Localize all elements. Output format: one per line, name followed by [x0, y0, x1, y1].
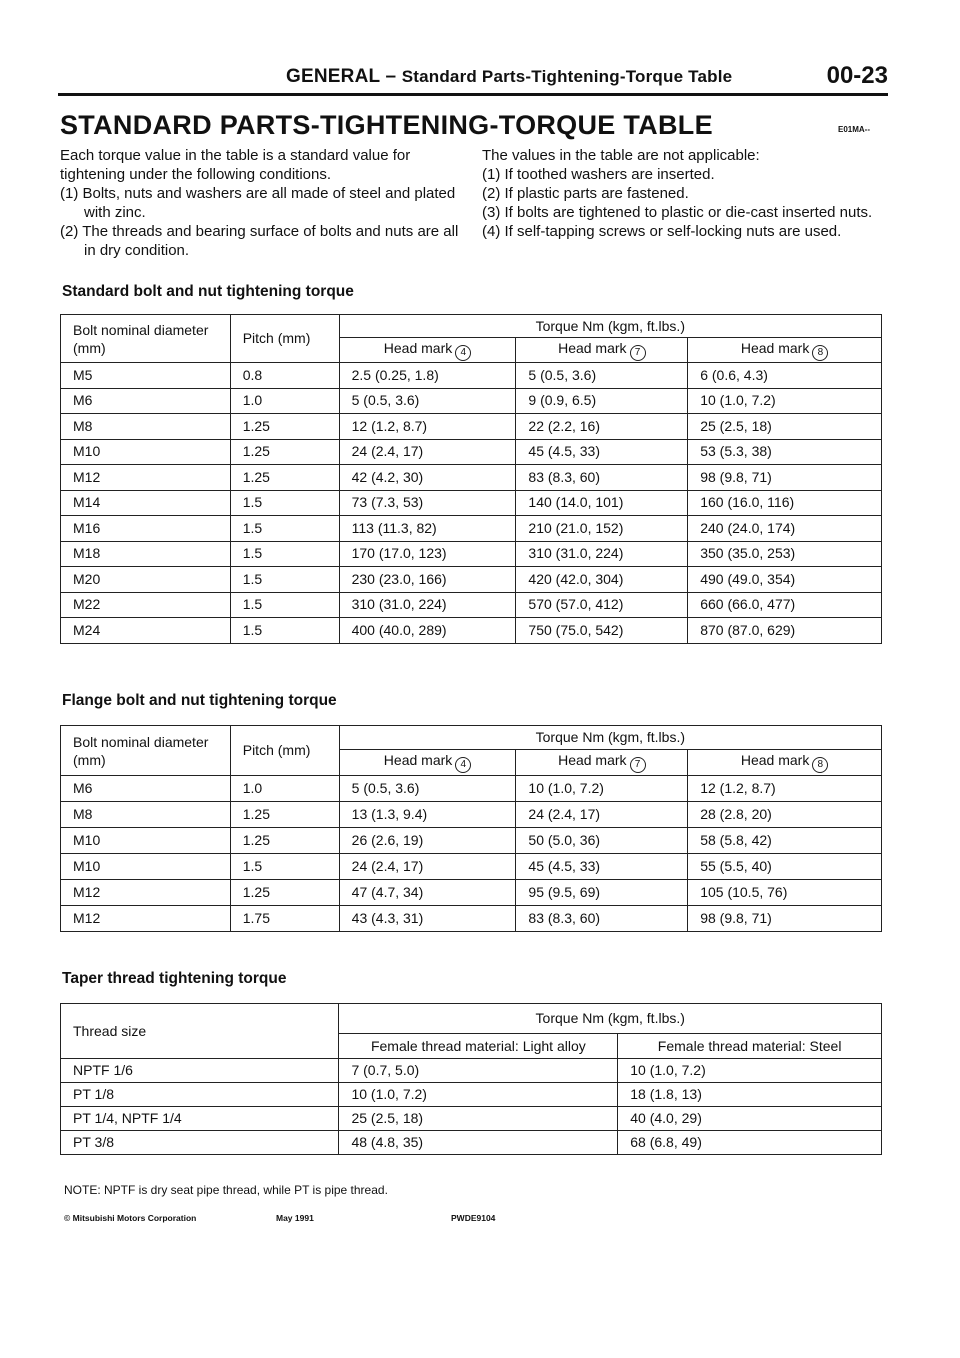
table-cell: 1.75	[230, 906, 339, 932]
table-cell: 5 (0.5, 3.6)	[339, 776, 516, 802]
table-cell: 1.25	[230, 828, 339, 854]
col-torque-header: Torque Nm (kgm, ft.lbs.)	[339, 315, 881, 338]
table-row	[61, 1059, 882, 1083]
table-cell: 240 (24.0, 174)	[688, 516, 882, 542]
table-cell: 48 (4.8, 35)	[339, 1131, 618, 1155]
table-cell: 113 (11.3, 82)	[339, 516, 516, 542]
header-title	[286, 66, 732, 88]
table-cell: 83 (8.3, 60)	[516, 465, 688, 491]
head-mark-8-header	[688, 750, 882, 776]
table-cell: 18 (1.8, 13)	[618, 1083, 882, 1107]
table-cell: M12	[61, 880, 231, 906]
condition-item: (1) Bolts, nuts and washers are all made of steel and plated with zinc.	[60, 185, 456, 221]
table-cell: 50 (5.0, 36)	[516, 828, 688, 854]
flange-table-body	[61, 776, 882, 932]
thread-note: NOTE: NPTF is dry seat pipe thread, while PT is pipe thread.	[64, 1183, 388, 1197]
table-cell: 310 (31.0, 224)	[516, 541, 688, 567]
table-row	[61, 516, 882, 542]
head-mark-8-icon: 8	[812, 345, 828, 361]
table-cell: 660 (66.0, 477)	[688, 592, 882, 618]
table-cell: M20	[61, 567, 231, 593]
table-cell: 98 (9.8, 71)	[688, 906, 882, 932]
table-cell: 350 (35.0, 253)	[688, 541, 882, 567]
table-cell: 98 (9.8, 71)	[688, 465, 882, 491]
table-cell: 140 (14.0, 101)	[516, 490, 688, 516]
table-cell: M10	[61, 828, 231, 854]
table-cell: 5 (0.5, 3.6)	[339, 388, 516, 414]
col-pitch-header: Pitch (mm)	[230, 315, 339, 363]
table-row	[61, 541, 882, 567]
table-cell: 1.0	[230, 776, 339, 802]
exception-item: (4) If self-tapping screws or self-locking nuts are used.	[482, 223, 842, 240]
table-row	[61, 465, 882, 491]
table-cell: 28 (2.8, 20)	[688, 802, 882, 828]
table-cell: 12 (1.2, 8.7)	[688, 776, 882, 802]
table-cell: 1.5	[230, 854, 339, 880]
table-cell: 45 (4.5, 33)	[516, 439, 688, 465]
table-cell: 310 (31.0, 224)	[339, 592, 516, 618]
taper-table-subtitle: Taper thread tightening torque	[62, 970, 287, 987]
head-mark-label: Head mark	[740, 339, 810, 356]
table-cell: M14	[61, 490, 231, 516]
head-mark-7-icon: 7	[630, 345, 646, 361]
table-cell: PT 1/4, NPTF 1/4	[61, 1107, 339, 1131]
table-header-row	[61, 315, 882, 338]
header-rule	[58, 93, 888, 96]
table-cell: 160 (16.0, 116)	[688, 490, 882, 516]
table-cell: M8	[61, 802, 231, 828]
table-cell: 55 (5.5, 40)	[688, 854, 882, 880]
table-cell: 13 (1.3, 9.4)	[339, 802, 516, 828]
table-row	[61, 854, 882, 880]
table-row	[61, 880, 882, 906]
table-cell: 26 (2.6, 19)	[339, 828, 516, 854]
table-cell: 0.8	[230, 363, 339, 389]
table-cell: PT 3/8	[61, 1131, 339, 1155]
footer-date: May 1991	[276, 1213, 314, 1223]
table-cell: 10 (1.0, 7.2)	[516, 776, 688, 802]
head-mark-label: Head mark	[383, 752, 453, 768]
table-row	[61, 388, 882, 414]
head-mark-4-header	[339, 338, 516, 363]
table-cell: 570 (57.0, 412)	[516, 592, 688, 618]
table-row	[61, 567, 882, 593]
section-code: E01MA--	[838, 125, 871, 134]
table-cell: 5 (0.5, 3.6)	[516, 363, 688, 389]
table-cell: 210 (21.0, 152)	[516, 516, 688, 542]
table-cell: 2.5 (0.25, 1.8)	[339, 363, 516, 389]
table-cell: 750 (75.0, 542)	[516, 618, 688, 644]
table-cell: 43 (4.3, 31)	[339, 906, 516, 932]
table-header-row	[61, 726, 882, 750]
table-cell: 24 (2.4, 17)	[339, 439, 516, 465]
table-cell: 40 (4.0, 29)	[618, 1107, 882, 1131]
table-cell: 1.5	[230, 592, 339, 618]
table-cell: M18	[61, 541, 231, 567]
table-cell: 10 (1.0, 7.2)	[618, 1059, 882, 1083]
table-cell: 870 (87.0, 629)	[688, 618, 882, 644]
table-cell: NPTF 1/6	[61, 1059, 339, 1083]
header-subsection: Standard Parts-Tightening-Torque Table	[401, 67, 733, 86]
table-cell: 7 (0.7, 5.0)	[339, 1059, 618, 1083]
table-cell: 47 (4.7, 34)	[339, 880, 516, 906]
footer-code: PWDE9104	[451, 1213, 496, 1223]
table-cell: M8	[61, 414, 231, 440]
table-header-row	[61, 1004, 882, 1034]
head-mark-label: Head mark	[383, 339, 453, 356]
standard-table-body	[61, 363, 882, 644]
table-cell: 22 (2.2, 16)	[516, 414, 688, 440]
table-cell: 1.25	[230, 802, 339, 828]
table-row	[61, 1107, 882, 1131]
head-mark-4-icon: 4	[455, 345, 471, 361]
head-mark-8-icon: 8	[812, 757, 828, 773]
table-row	[61, 776, 882, 802]
table-cell: 12 (1.2, 8.7)	[339, 414, 516, 440]
flange-table-subtitle: Flange bolt and nut tightening torque	[62, 692, 337, 709]
table-cell: M6	[61, 776, 231, 802]
table-cell: 95 (9.5, 69)	[516, 880, 688, 906]
col-diameter-header: Bolt nominal diameter (mm)	[61, 726, 231, 776]
table-cell: 53 (5.3, 38)	[688, 439, 882, 465]
table-cell: 73 (7.3, 53)	[339, 490, 516, 516]
col-diameter-header: Bolt nominal diameter (mm)	[61, 315, 231, 363]
table-row	[61, 414, 882, 440]
table-cell: M12	[61, 465, 231, 491]
table-cell: 6 (0.6, 4.3)	[688, 363, 882, 389]
standard-table-subtitle: Standard bolt and nut tightening torque	[62, 283, 354, 300]
table-cell: M24	[61, 618, 231, 644]
table-cell: 58 (5.8, 42)	[688, 828, 882, 854]
table-row	[61, 439, 882, 465]
table-cell: M22	[61, 592, 231, 618]
table-row	[61, 1083, 882, 1107]
col-torque-header: Torque Nm (kgm, ft.lbs.)	[339, 726, 881, 750]
table-row	[61, 828, 882, 854]
table-cell: 1.25	[230, 880, 339, 906]
table-cell: 1.5	[230, 516, 339, 542]
head-mark-7-icon: 7	[630, 757, 646, 773]
table-cell: 42 (4.2, 30)	[339, 465, 516, 491]
table-cell: 9 (0.9, 6.5)	[516, 388, 688, 414]
exception-item: (3) If bolts are tightened to plastic or die-cast inserted nuts.	[482, 204, 873, 221]
head-mark-8-header	[688, 338, 882, 363]
table-cell: 105 (10.5, 76)	[688, 880, 882, 906]
table-cell: 420 (42.0, 304)	[516, 567, 688, 593]
table-row	[61, 802, 882, 828]
table-cell: 45 (4.5, 33)	[516, 854, 688, 880]
table-cell: 230 (23.0, 166)	[339, 567, 516, 593]
exception-item: (1) If toothed washers are inserted.	[482, 166, 715, 183]
head-mark-4-icon: 4	[455, 757, 471, 773]
table-cell: 68 (6.8, 49)	[618, 1131, 882, 1155]
col-pitch-header: Pitch (mm)	[230, 726, 339, 776]
table-cell: 24 (2.4, 17)	[516, 802, 688, 828]
steel-header: Female thread material: Steel	[618, 1034, 882, 1059]
table-cell: 490 (49.0, 354)	[688, 567, 882, 593]
exception-item: (2) If plastic parts are fastened.	[482, 185, 689, 202]
intro-exceptions	[482, 146, 892, 241]
head-mark-7-header	[516, 750, 688, 776]
head-mark-label: Head mark	[558, 752, 627, 768]
taper-table-body	[61, 1059, 882, 1155]
table-cell: M16	[61, 516, 231, 542]
table-cell: M10	[61, 439, 231, 465]
light-alloy-header: Female thread material: Light alloy	[339, 1034, 618, 1059]
head-mark-label: Head mark	[740, 752, 810, 768]
table-cell: 170 (17.0, 123)	[339, 541, 516, 567]
head-mark-label: Head mark	[558, 339, 627, 356]
table-row	[61, 618, 882, 644]
table-cell: 1.5	[230, 490, 339, 516]
standard-torque-table	[60, 314, 882, 644]
table-cell: 25 (2.5, 18)	[688, 414, 882, 440]
table-cell: 1.25	[230, 465, 339, 491]
table-cell: 10 (1.0, 7.2)	[339, 1083, 618, 1107]
table-cell: M5	[61, 363, 231, 389]
table-row	[61, 490, 882, 516]
intro-left-lead: Each torque value in the table is a standard value for tightening under the following conditions.	[60, 147, 411, 183]
page-title: STANDARD PARTS-TIGHTENING-TORQUE TABLE	[60, 110, 713, 140]
table-cell: 1.25	[230, 439, 339, 465]
taper-torque-table	[60, 1003, 882, 1155]
table-cell: 1.5	[230, 567, 339, 593]
table-cell: 83 (8.3, 60)	[516, 906, 688, 932]
table-cell: 1.0	[230, 388, 339, 414]
table-cell: M10	[61, 854, 231, 880]
table-cell: 10 (1.0, 7.2)	[688, 388, 882, 414]
condition-item: (2) The threads and bearing surface of bolts and nuts are all in dry condition.	[60, 223, 459, 259]
table-cell: PT 1/8	[61, 1083, 339, 1107]
table-cell: 400 (40.0, 289)	[339, 618, 516, 644]
col-thread-size-header: Thread size	[61, 1004, 339, 1059]
table-row	[61, 906, 882, 932]
table-cell: 1.5	[230, 541, 339, 567]
header-section: GENERAL	[286, 66, 380, 87]
table-cell: M6	[61, 388, 231, 414]
head-mark-4-header	[339, 750, 516, 776]
table-row	[61, 1131, 882, 1155]
table-row	[61, 592, 882, 618]
page-header	[58, 62, 888, 98]
intro-conditions	[60, 146, 470, 260]
table-cell: 1.25	[230, 414, 339, 440]
head-mark-7-header	[516, 338, 688, 363]
col-torque-header: Torque Nm (kgm, ft.lbs.)	[339, 1004, 882, 1034]
table-cell: 25 (2.5, 18)	[339, 1107, 618, 1131]
flange-torque-table	[60, 725, 882, 932]
header-separator: –	[385, 66, 397, 87]
table-cell: 24 (2.4, 17)	[339, 854, 516, 880]
footer-copyright: © Mitsubishi Motors Corporation	[64, 1213, 197, 1223]
table-cell: M12	[61, 906, 231, 932]
intro-right-lead: The values in the table are not applicable:	[482, 147, 760, 164]
table-cell: 1.5	[230, 618, 339, 644]
page-number: 00-23	[826, 62, 888, 89]
table-row	[61, 363, 882, 389]
